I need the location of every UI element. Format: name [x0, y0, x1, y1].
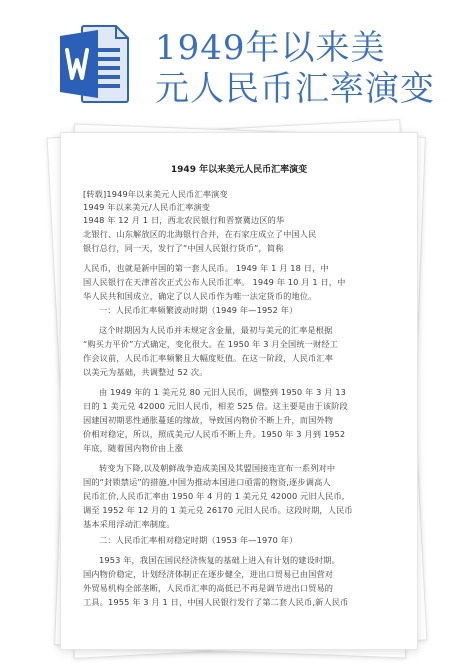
body-line: 日的 1 美元兑 42000 元旧人民币，相差 525 倍。这主要是由于该阶段 — [83, 401, 348, 411]
body-line: 工具。1955 年 3 月 1 日，中国人民银行发行了第二套人民币,新人民币 — [83, 597, 349, 607]
body-line: 因建国初期恶性通胀蔓延的缘故，导致国内物价不断上升，而国外物 — [83, 415, 334, 425]
body-line: 调至 1952 年 12 月的 1 美元兑 26170 元旧人民币。这段时期，人民币 — [83, 505, 353, 515]
body-line: 由 1949 年的 1 美元兑 80 元旧人民币，调整到 1950 年 3 月 13 — [99, 387, 347, 397]
section-heading: 二：人民币汇率相对稳定时期（1953 年—1970 年） — [99, 535, 298, 545]
page-title: 1949 年以来美元人民币汇率演变 — [170, 165, 308, 175]
body-line: 银行总行，同一天，发行了“中国人民银行货币”，简称 — [83, 243, 284, 253]
body-line: 华人民共和国成立，确定了以人民币作为唯一法定货币的地位。 — [83, 291, 317, 301]
section-heading: 一：人民币汇率频繁波动时期（1949 年—1952 年） — [99, 305, 298, 315]
body-line: 国人民银行在天津首次正式公布人民币汇率。 1949 年 10 月 1 日，中 — [83, 277, 346, 287]
body-line: 转变为下降,以及朝鲜战争造成美国及其盟国接连宣布一系列对中 — [99, 463, 336, 473]
body-line: 国的“封锁禁运”的措施,中国为推动本国进口亟需的物资,逐步调高人 — [83, 477, 331, 487]
body-line: 人民币，也就是新中国的第一套人民币。 1949 年 1 月 18 日，中 — [83, 263, 329, 273]
body-line: 国内物价稳定，计划经济体制正在逐步健全，进出口贸易已由国营对 — [83, 569, 334, 579]
body-line: 价相对稳定，所以，照成美元/人民币不断上升。1950 年 3 月到 1952 — [83, 429, 346, 439]
body-line: 1953 年，我国在国民经济恢复的基础上进入有计划的建设时期。 — [99, 555, 340, 565]
document-preview-header — [0, 0, 474, 120]
body-line: “购买力平价”方式确定，变化很大。在 1950 年 3 月全国统一财经工 — [83, 339, 339, 349]
body-line: 基本采用浮动汇率制度。 — [83, 519, 175, 529]
document-title-banner — [155, 28, 435, 110]
body-line: 这个时期因为人民币并未规定含金量，最初与美元的汇率是根据 — [99, 325, 333, 335]
word-document-icon — [58, 24, 130, 104]
body-line: 北银行、山东解放区的北海银行合并，在石家庄成立了中国人民 — [83, 229, 317, 239]
body-line: 1949 年以来美元/人民币汇率演变 — [83, 202, 211, 212]
document-page — [60, 132, 418, 650]
body-line: 作会议前，人民币汇率频繁且大幅度贬值。在这一阶段，人民币汇率 — [83, 353, 334, 363]
body-line: 1948 年 12 月 1 日，西北农民银行和晋察冀边区的华 — [83, 215, 285, 225]
body-line: 外贸易机构全部垄断，人民币汇率的高低已不再是调节进出口贸易的 — [83, 583, 334, 593]
body-line: 年底，随着国内物价由上涨 — [83, 443, 184, 453]
banner-title-line-2: 元人民币汇率演变 — [155, 69, 435, 109]
banner-title-line-1: 1949年以来美 — [155, 28, 386, 68]
body-line: 民币汇价,人民币汇率由 1950 年 4 月的 1 美元兑 42000 元旧人民币, — [83, 491, 345, 501]
body-line: [转载]1949年以来美元人民币汇率演变 — [83, 189, 228, 199]
body-line: 以美元为基础，共调整过 52 次。 — [83, 367, 208, 377]
